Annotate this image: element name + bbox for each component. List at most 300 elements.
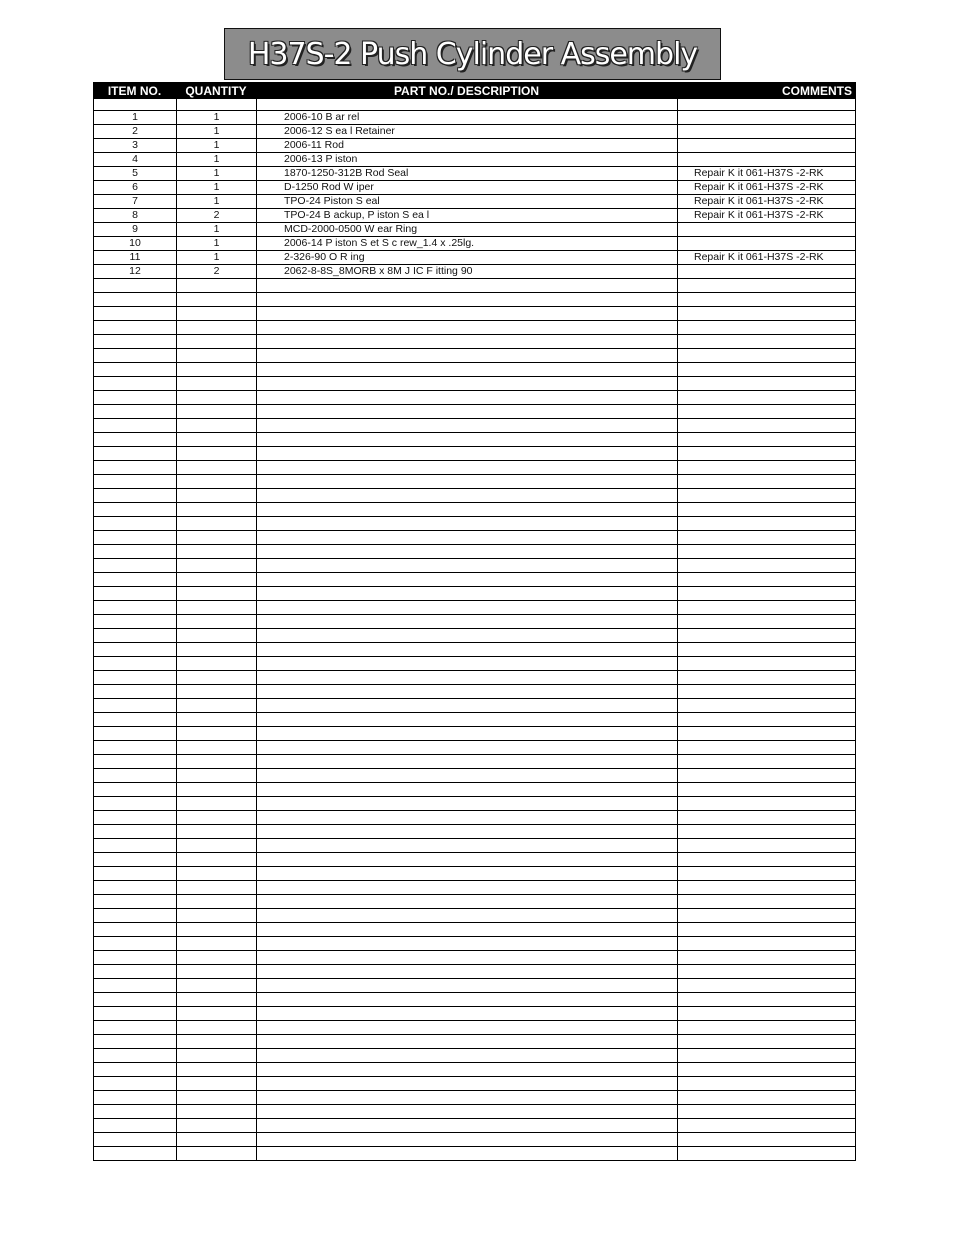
item-no-cell bbox=[94, 937, 177, 950]
comments-cell bbox=[678, 125, 855, 138]
comments-cell bbox=[678, 951, 855, 964]
item-no-cell bbox=[94, 1119, 177, 1132]
quantity-cell bbox=[177, 951, 257, 964]
part-description-cell: 2006-11 Rod bbox=[257, 139, 678, 152]
comments-cell bbox=[678, 1007, 855, 1020]
comments-cell bbox=[678, 223, 855, 236]
spacer-row bbox=[94, 99, 855, 111]
empty-table-row bbox=[94, 461, 855, 475]
item-no-cell: 2 bbox=[94, 125, 177, 138]
part-description-cell bbox=[257, 1105, 678, 1118]
item-no-cell bbox=[94, 895, 177, 908]
part-description-cell bbox=[257, 419, 678, 432]
quantity-cell bbox=[177, 657, 257, 670]
quantity-cell bbox=[177, 447, 257, 460]
part-description-cell bbox=[257, 293, 678, 306]
empty-table-row bbox=[94, 293, 855, 307]
quantity-cell bbox=[177, 881, 257, 894]
part-description-cell bbox=[257, 531, 678, 544]
empty-table-row bbox=[94, 657, 855, 671]
item-no-cell bbox=[94, 783, 177, 796]
quantity-cell bbox=[177, 965, 257, 978]
item-no-cell: 5 bbox=[94, 167, 177, 180]
part-description-cell bbox=[257, 461, 678, 474]
part-description-cell bbox=[257, 811, 678, 824]
part-description-cell bbox=[257, 853, 678, 866]
part-description-cell bbox=[257, 321, 678, 334]
comments-cell: Repair K it 061-H37S -2-RK bbox=[694, 167, 824, 179]
comments-cell bbox=[678, 419, 855, 432]
item-no-cell: 6 bbox=[94, 181, 177, 194]
quantity-cell bbox=[177, 1063, 257, 1076]
quantity-cell bbox=[177, 335, 257, 348]
empty-table-row bbox=[94, 447, 855, 461]
quantity-cell bbox=[177, 433, 257, 446]
comments-cell bbox=[678, 867, 855, 880]
table-row bbox=[94, 153, 855, 167]
quantity-cell: 1 bbox=[177, 139, 257, 152]
part-description-cell: 1870-1250-312B Rod Seal bbox=[257, 167, 678, 180]
quantity-cell bbox=[177, 909, 257, 922]
empty-table-row bbox=[94, 321, 855, 335]
part-description-cell bbox=[257, 629, 678, 642]
part-description-cell: TPO-24 B ackup, P iston S ea l bbox=[257, 209, 678, 222]
empty-table-row bbox=[94, 573, 855, 587]
empty-table-row bbox=[94, 363, 855, 377]
part-description-cell bbox=[257, 657, 678, 670]
comments-cell bbox=[678, 461, 855, 474]
comments-cell bbox=[678, 755, 855, 768]
item-no-cell bbox=[94, 881, 177, 894]
part-description-cell: 2006-13 P iston bbox=[257, 153, 678, 166]
part-description-cell bbox=[257, 979, 678, 992]
empty-table-row bbox=[94, 839, 855, 853]
part-description-cell bbox=[257, 671, 678, 684]
part-description-cell bbox=[257, 363, 678, 376]
header-comments: COMMENTS bbox=[782, 83, 852, 98]
empty-table-row bbox=[94, 853, 855, 867]
part-description-cell bbox=[257, 587, 678, 600]
part-description-cell bbox=[257, 1035, 678, 1048]
quantity-cell bbox=[177, 671, 257, 684]
part-description-cell bbox=[257, 517, 678, 530]
quantity-cell: 1 bbox=[177, 181, 257, 194]
part-description-cell bbox=[257, 755, 678, 768]
quantity-cell bbox=[177, 545, 257, 558]
quantity-cell bbox=[177, 1049, 257, 1062]
empty-table-row bbox=[94, 1035, 855, 1049]
item-no-cell bbox=[94, 433, 177, 446]
item-no-cell bbox=[94, 307, 177, 320]
item-no-cell bbox=[94, 489, 177, 502]
quantity-cell: 1 bbox=[177, 223, 257, 236]
quantity-cell bbox=[177, 1007, 257, 1020]
part-description-cell bbox=[257, 1063, 678, 1076]
comments-cell bbox=[678, 797, 855, 810]
part-description-cell bbox=[257, 937, 678, 950]
empty-table-row bbox=[94, 559, 855, 573]
item-no-cell bbox=[94, 447, 177, 460]
item-no-cell bbox=[94, 1035, 177, 1048]
item-no-cell bbox=[94, 559, 177, 572]
comments-cell bbox=[678, 601, 855, 614]
comments-cell bbox=[678, 307, 855, 320]
quantity-cell: 2 bbox=[177, 265, 257, 278]
part-description-cell: MCD-2000-0500 W ear Ring bbox=[257, 223, 678, 236]
empty-table-row bbox=[94, 601, 855, 615]
item-no-cell bbox=[94, 391, 177, 404]
item-no-cell bbox=[94, 1063, 177, 1076]
item-no-cell bbox=[94, 363, 177, 376]
empty-table-row bbox=[94, 685, 855, 699]
quantity-cell bbox=[177, 853, 257, 866]
item-no-cell bbox=[94, 755, 177, 768]
item-no-cell: 9 bbox=[94, 223, 177, 236]
comments-cell bbox=[678, 629, 855, 642]
item-no-cell bbox=[94, 335, 177, 348]
empty-table-row bbox=[94, 475, 855, 489]
comments-cell bbox=[678, 713, 855, 726]
part-description-cell bbox=[257, 643, 678, 656]
item-no-cell bbox=[94, 503, 177, 516]
comments-cell bbox=[678, 657, 855, 670]
part-description-cell bbox=[257, 839, 678, 852]
comments-cell bbox=[678, 741, 855, 754]
comments-cell bbox=[678, 685, 855, 698]
quantity-cell bbox=[177, 923, 257, 936]
quantity-cell: 1 bbox=[177, 195, 257, 208]
item-no-cell bbox=[94, 741, 177, 754]
item-no-cell bbox=[94, 811, 177, 824]
item-no-cell bbox=[94, 825, 177, 838]
comments-cell bbox=[678, 517, 855, 530]
part-description-cell: 2006-12 S ea l Retainer bbox=[257, 125, 678, 138]
part-description-cell bbox=[257, 699, 678, 712]
item-no-cell bbox=[94, 517, 177, 530]
quantity-cell bbox=[177, 1119, 257, 1132]
part-description-cell bbox=[257, 559, 678, 572]
quantity-cell bbox=[177, 503, 257, 516]
comments-cell bbox=[678, 587, 855, 600]
quantity-cell bbox=[177, 419, 257, 432]
empty-table-row bbox=[94, 1021, 855, 1035]
part-description-cell bbox=[257, 909, 678, 922]
comments-cell bbox=[678, 937, 855, 950]
item-no-cell bbox=[94, 1147, 177, 1160]
item-no-cell bbox=[94, 545, 177, 558]
empty-table-row bbox=[94, 279, 855, 293]
comments-cell bbox=[678, 853, 855, 866]
part-description-cell bbox=[257, 615, 678, 628]
part-description-cell bbox=[257, 1147, 678, 1160]
part-description-cell: D-1250 Rod W iper bbox=[257, 181, 678, 194]
comments-cell bbox=[678, 573, 855, 586]
title-box bbox=[224, 28, 721, 80]
item-no-cell bbox=[94, 965, 177, 978]
comments-cell bbox=[678, 1021, 855, 1034]
comments-cell bbox=[678, 1119, 855, 1132]
empty-table-row bbox=[94, 377, 855, 391]
comments-cell bbox=[678, 1035, 855, 1048]
item-no-cell bbox=[94, 923, 177, 936]
comments-cell bbox=[678, 265, 855, 278]
quantity-cell bbox=[177, 713, 257, 726]
empty-table-row bbox=[94, 545, 855, 559]
comments-cell bbox=[678, 391, 855, 404]
comments-cell bbox=[678, 433, 855, 446]
quantity-cell bbox=[177, 601, 257, 614]
part-description-cell bbox=[257, 503, 678, 516]
quantity-cell bbox=[177, 1105, 257, 1118]
comments-cell bbox=[678, 503, 855, 516]
comments-cell: Repair K it 061-H37S -2-RK bbox=[694, 251, 824, 263]
part-description-cell bbox=[257, 433, 678, 446]
quantity-cell bbox=[177, 741, 257, 754]
item-no-cell bbox=[94, 475, 177, 488]
item-no-cell bbox=[94, 727, 177, 740]
part-description-cell bbox=[257, 727, 678, 740]
comments-cell bbox=[678, 447, 855, 460]
item-no-cell bbox=[94, 1133, 177, 1146]
item-no-cell bbox=[94, 377, 177, 390]
empty-table-row bbox=[94, 1147, 855, 1161]
quantity-cell bbox=[177, 1077, 257, 1090]
item-no-cell bbox=[94, 839, 177, 852]
part-description-cell bbox=[257, 867, 678, 880]
part-description-cell bbox=[257, 1021, 678, 1034]
comments-cell bbox=[678, 531, 855, 544]
item-no-cell bbox=[94, 419, 177, 432]
comments-cell bbox=[678, 139, 855, 152]
part-description-cell bbox=[257, 475, 678, 488]
part-description-cell bbox=[257, 825, 678, 838]
part-description-cell: 2006-10 B ar rel bbox=[257, 111, 678, 124]
item-no-cell bbox=[94, 1091, 177, 1104]
part-description-cell: 2006-14 P iston S et S c rew_1.4 x .25lg. bbox=[257, 237, 678, 250]
part-description-cell bbox=[257, 307, 678, 320]
page-title: H37S-2 Push Cylinder Assembly bbox=[247, 36, 698, 72]
part-description-cell bbox=[257, 685, 678, 698]
quantity-cell bbox=[177, 1035, 257, 1048]
item-no-cell bbox=[94, 979, 177, 992]
comments-cell bbox=[678, 783, 855, 796]
part-description-cell bbox=[257, 713, 678, 726]
part-description-cell bbox=[257, 447, 678, 460]
part-description-cell: 2062-8-8S_8MORB x 8M J IC F itting 90 bbox=[257, 265, 678, 278]
item-no-cell bbox=[94, 671, 177, 684]
comments-cell bbox=[678, 489, 855, 502]
part-description-cell bbox=[257, 923, 678, 936]
header-quantity: QUANTITY bbox=[185, 83, 247, 98]
item-no-cell bbox=[94, 293, 177, 306]
item-no-cell bbox=[94, 615, 177, 628]
part-description-cell bbox=[257, 1133, 678, 1146]
quantity-cell: 1 bbox=[177, 237, 257, 250]
part-description-cell bbox=[257, 377, 678, 390]
comments-cell bbox=[678, 321, 855, 334]
item-no-cell bbox=[94, 587, 177, 600]
empty-table-row bbox=[94, 881, 855, 895]
empty-table-row bbox=[94, 699, 855, 713]
quantity-cell bbox=[177, 349, 257, 362]
quantity-cell bbox=[177, 993, 257, 1006]
comments-cell bbox=[678, 993, 855, 1006]
comments-cell bbox=[678, 979, 855, 992]
item-no-cell bbox=[94, 1105, 177, 1118]
empty-table-row bbox=[94, 713, 855, 727]
quantity-cell: 1 bbox=[177, 251, 257, 264]
empty-table-row bbox=[94, 643, 855, 657]
comments-cell bbox=[678, 559, 855, 572]
empty-table-row bbox=[94, 1063, 855, 1077]
empty-table-row bbox=[94, 1105, 855, 1119]
quantity-cell bbox=[177, 727, 257, 740]
empty-table-row bbox=[94, 909, 855, 923]
empty-table-row bbox=[94, 769, 855, 783]
empty-table-row bbox=[94, 391, 855, 405]
item-no-cell bbox=[94, 643, 177, 656]
quantity-cell bbox=[177, 573, 257, 586]
item-no-cell bbox=[94, 853, 177, 866]
item-no-cell bbox=[94, 321, 177, 334]
part-description-cell bbox=[257, 769, 678, 782]
empty-table-row bbox=[94, 825, 855, 839]
item-no-cell bbox=[94, 867, 177, 880]
quantity-cell bbox=[177, 811, 257, 824]
quantity-cell bbox=[177, 615, 257, 628]
quantity-cell bbox=[177, 461, 257, 474]
quantity-cell bbox=[177, 755, 257, 768]
part-description-cell bbox=[257, 783, 678, 796]
item-no-cell bbox=[94, 909, 177, 922]
comments-cell bbox=[678, 811, 855, 824]
empty-table-row bbox=[94, 797, 855, 811]
part-description-cell bbox=[257, 405, 678, 418]
item-no-cell: 12 bbox=[94, 265, 177, 278]
comments-cell bbox=[678, 825, 855, 838]
empty-table-row bbox=[94, 405, 855, 419]
comments-cell bbox=[678, 153, 855, 166]
empty-table-row bbox=[94, 727, 855, 741]
empty-table-row bbox=[94, 629, 855, 643]
empty-table-row bbox=[94, 979, 855, 993]
quantity-cell bbox=[177, 377, 257, 390]
part-description-cell bbox=[257, 545, 678, 558]
empty-table-row bbox=[94, 489, 855, 503]
item-no-cell bbox=[94, 769, 177, 782]
table-row bbox=[94, 223, 855, 237]
quantity-cell: 1 bbox=[177, 111, 257, 124]
quantity-cell bbox=[177, 531, 257, 544]
item-no-cell: 4 bbox=[94, 153, 177, 166]
comments-cell bbox=[678, 377, 855, 390]
item-no-cell bbox=[94, 699, 177, 712]
empty-table-row bbox=[94, 895, 855, 909]
comments-cell bbox=[678, 111, 855, 124]
quantity-cell: 1 bbox=[177, 153, 257, 166]
comments-cell bbox=[678, 349, 855, 362]
empty-table-row bbox=[94, 531, 855, 545]
comments-cell bbox=[678, 1077, 855, 1090]
quantity-cell bbox=[177, 321, 257, 334]
comments-cell: Repair K it 061-H37S -2-RK bbox=[694, 195, 824, 207]
part-description-cell bbox=[257, 881, 678, 894]
quantity-cell bbox=[177, 279, 257, 292]
empty-table-row bbox=[94, 1119, 855, 1133]
item-no-cell bbox=[94, 951, 177, 964]
part-description-cell bbox=[257, 951, 678, 964]
quantity-cell bbox=[177, 839, 257, 852]
item-no-cell bbox=[94, 601, 177, 614]
item-no-cell bbox=[94, 461, 177, 474]
table-row bbox=[94, 167, 855, 181]
comments-cell bbox=[678, 1063, 855, 1076]
empty-table-row bbox=[94, 307, 855, 321]
item-no-cell bbox=[94, 1021, 177, 1034]
table-header bbox=[93, 82, 856, 99]
header-part-description: PART NO./ DESCRIPTION bbox=[393, 83, 540, 98]
quantity-cell bbox=[177, 979, 257, 992]
table-row bbox=[94, 111, 855, 125]
empty-table-row bbox=[94, 965, 855, 979]
quantity-cell: 1 bbox=[177, 125, 257, 138]
quantity-cell bbox=[177, 517, 257, 530]
empty-table-row bbox=[94, 993, 855, 1007]
comments-cell bbox=[678, 615, 855, 628]
empty-table-row bbox=[94, 671, 855, 685]
empty-table-row bbox=[94, 867, 855, 881]
empty-table-row bbox=[94, 615, 855, 629]
table-row bbox=[94, 251, 855, 265]
quantity-cell bbox=[177, 1021, 257, 1034]
part-description-cell bbox=[257, 1077, 678, 1090]
item-no-cell bbox=[94, 1007, 177, 1020]
header-item-no: ITEM NO. bbox=[107, 83, 162, 98]
quantity-cell bbox=[177, 587, 257, 600]
part-description-cell bbox=[257, 1119, 678, 1132]
part-description-cell bbox=[257, 1091, 678, 1104]
empty-table-row bbox=[94, 741, 855, 755]
item-no-cell bbox=[94, 993, 177, 1006]
comments-cell bbox=[678, 699, 855, 712]
comments-cell bbox=[678, 895, 855, 908]
quantity-cell bbox=[177, 391, 257, 404]
quantity-cell bbox=[177, 867, 257, 880]
empty-table-row bbox=[94, 937, 855, 951]
quantity-cell bbox=[177, 559, 257, 572]
quantity-cell bbox=[177, 797, 257, 810]
empty-table-row bbox=[94, 951, 855, 965]
quantity-cell bbox=[177, 363, 257, 376]
comments-cell bbox=[678, 909, 855, 922]
quantity-cell bbox=[177, 1091, 257, 1104]
comments-cell bbox=[678, 237, 855, 250]
quantity-cell bbox=[177, 405, 257, 418]
table-row bbox=[94, 195, 855, 209]
comments-cell bbox=[678, 293, 855, 306]
part-description-cell bbox=[257, 279, 678, 292]
empty-table-row bbox=[94, 755, 855, 769]
empty-table-row bbox=[94, 1091, 855, 1105]
part-description-cell bbox=[257, 741, 678, 754]
item-no-cell bbox=[94, 1049, 177, 1062]
part-description-cell bbox=[257, 601, 678, 614]
quantity-cell bbox=[177, 685, 257, 698]
comments-cell bbox=[678, 279, 855, 292]
empty-table-row bbox=[94, 783, 855, 797]
empty-table-row bbox=[94, 433, 855, 447]
part-description-cell bbox=[257, 1007, 678, 1020]
